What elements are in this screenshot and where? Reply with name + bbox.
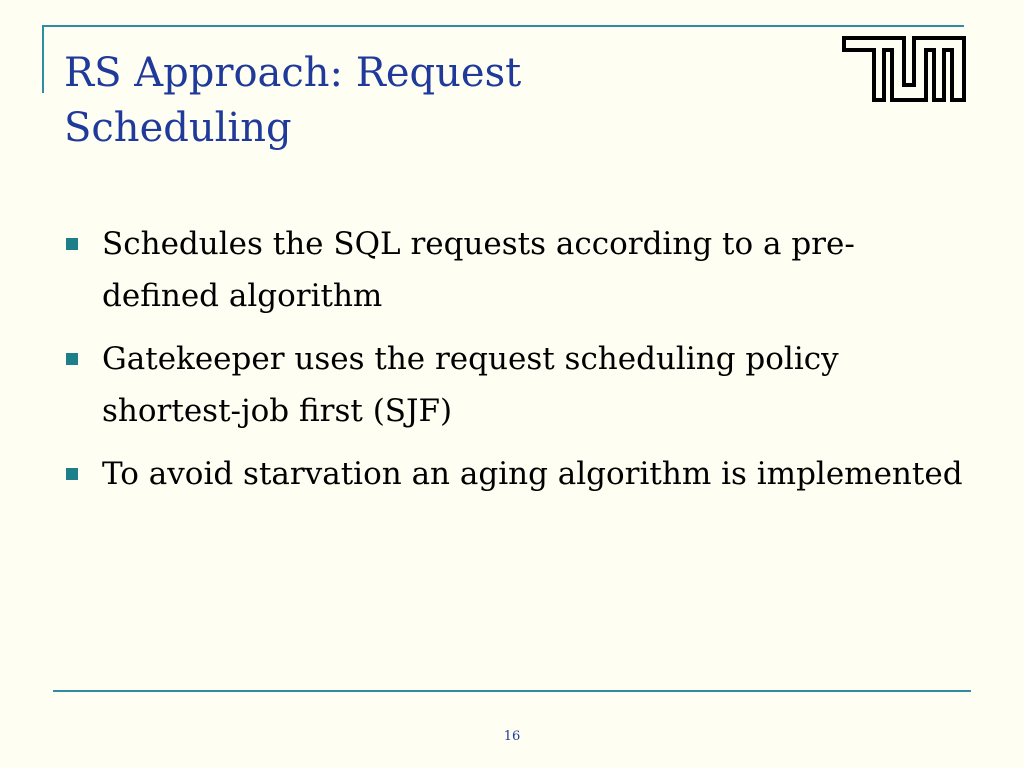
bullet-square-icon — [66, 468, 78, 480]
bullet-square-icon — [66, 238, 78, 250]
bullet-list — [64, 218, 964, 511]
frame-top-line — [42, 25, 964, 27]
bullet-text: To avoid starvation an aging algorithm is implemented — [102, 456, 963, 492]
bullet-item — [64, 448, 964, 500]
bullet-text: Gatekeeper uses the request scheduling policy shortest-job first (SJF) — [102, 341, 839, 429]
frame-left-line — [42, 25, 44, 93]
tum-logo — [842, 36, 966, 102]
bullet-item — [64, 218, 964, 322]
page-number: 16 — [503, 729, 521, 744]
bullet-square-icon — [66, 353, 78, 365]
bullet-text: Schedules the SQL requests according to a pre-defined algorithm — [102, 226, 855, 314]
footer-divider — [53, 690, 971, 692]
bullet-item — [64, 333, 964, 437]
slide-title: RS Approach: Request Scheduling — [64, 50, 522, 151]
